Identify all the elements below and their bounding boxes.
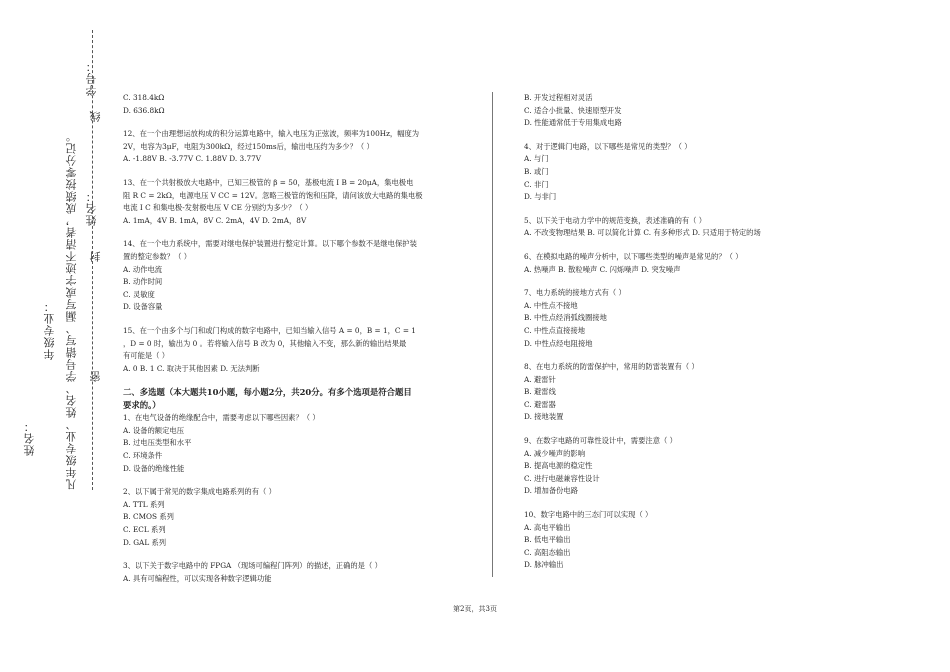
text-line: D. 脉冲输出 — [524, 560, 564, 570]
spacer — [123, 227, 483, 238]
text-line: 3、以下关于数字电路中的 FPGA （现场可编程门阵列）的描述，正确的是（ ） — [123, 561, 382, 571]
seal-mark-seal: 封 — [89, 250, 102, 262]
section-title-cont: 要求的。） — [123, 400, 161, 411]
spacer — [123, 475, 483, 486]
text-line: A. 与门 — [524, 154, 549, 164]
text-line: C. 318.4kΩ — [123, 93, 165, 102]
text-line: C. 环境条件 — [123, 451, 163, 461]
text-line: 电流 I C 和集电极-发射极电压 V CE 分别约为多少？（ ） — [123, 203, 313, 213]
text-line: D. 性能通常低于专用集成电路 — [524, 118, 622, 128]
text-line: 15、在一个由多个与门和或门构成的数字电路中，已知当输入信号 A = 0，B = 1，C = 1 — [123, 325, 416, 335]
spacer — [524, 276, 904, 287]
text-line: B. 避雷线 — [524, 387, 556, 397]
text-line: C. 灵敏度 — [123, 289, 155, 299]
text-line: ，D = 0 时，输出为 0 。若将输入信号 B 改为 0，其他输入不变，那么新的输出结果最 — [123, 338, 407, 348]
text-line: A. 1mA，4V B. 1mA，8V C. 2mA，4V D. 2mA，8V — [123, 215, 307, 225]
text-line: C. 中性点直接接地 — [524, 325, 586, 335]
school-label: 姓名： — [23, 420, 36, 456]
left-column — [123, 92, 483, 585]
text-line: 14、在一个电力系统中，需要对继电保护装置进行整定计算。以下哪个参数不是继电保护装 — [123, 239, 417, 249]
text-line: C. 适合小批量、快速原型开发 — [524, 105, 622, 115]
text-line: D. 接地装置 — [524, 412, 564, 422]
text-line: 4、对于逻辑门电路，以下哪些是常见的类型？（ ） — [524, 141, 692, 151]
text-line: 13、在一个共射极放大电路中，已知三极管的 β = 50，基极电流 I B = 20μA，集电极电 — [123, 177, 414, 187]
text-line: D. 增加备份电路 — [524, 486, 579, 496]
text-line: B. 中性点经消弧线圈接地 — [524, 313, 607, 323]
text-line: A. 热噪声 B. 散粒噪声 C. 闪烁噪声 D. 突发噪声 — [524, 264, 681, 274]
text-line: 9、在数字电路的可靠性设计中，需要注意（ ） — [524, 436, 677, 446]
text-line: 2V，电容为3μF，电阻为300kΩ，经过150ms后，输出电压约为多少？（ ） — [123, 141, 374, 151]
text-line: D. 与非门 — [524, 192, 557, 202]
text-line: 12、在一个由理想运放构成的积分运算电路中，输入电压为正弦波，频率为100Hz，幅度为 — [123, 129, 420, 139]
class-label: 年级专业： — [43, 300, 56, 360]
text-line: A. 高电平输出 — [524, 522, 571, 532]
text-line: 10、数字电路中的三态门可以实现（ ） — [524, 510, 653, 520]
text-line: A. 避雷针 — [524, 374, 556, 384]
spacer — [524, 204, 904, 215]
text-line: B. 或门 — [524, 166, 549, 176]
text-line: 6、在模拟电路的噪声分析中，以下哪些类型的噪声是常见的？（ ） — [524, 251, 743, 261]
text-line: B. 开发过程相对灵活 — [524, 93, 593, 102]
text-line: C. 进行电磁兼容性设计 — [524, 473, 600, 483]
text-line: B. CMOS 系列 — [123, 512, 174, 522]
text-line: A. 0 B. 1 C. 取决于其他因素 D. 无法判断 — [123, 363, 260, 373]
right-column — [524, 92, 904, 572]
spacer — [123, 375, 483, 386]
text-line: A. TTL 系列 — [123, 499, 165, 509]
text-line: C. 避雷器 — [524, 399, 556, 409]
text-line: 阻 R C = 2kΩ，电源电压 V CC = 12V。忽略三极管的饱和压降，请问该放大电路的集电极 — [123, 190, 423, 200]
seal-mark-secret: 密 — [89, 370, 102, 382]
text-line: D. 636.8kΩ — [123, 105, 165, 115]
text-line: A. 具有可编程性，可以实现各种数字逻辑功能 — [123, 573, 272, 583]
spacer — [524, 130, 904, 141]
binding-margin — [23, 0, 110, 672]
text-line: B. 提高电源的稳定性 — [524, 461, 593, 471]
binding-dashed-line — [92, 30, 93, 490]
text-line: B. 过电压类型和水平 — [123, 438, 192, 448]
text-line: C. 高阻态输出 — [524, 547, 571, 557]
text-line: D. 设备的绝缘性能 — [123, 463, 185, 473]
column-divider — [492, 92, 493, 577]
text-line: B. 低电平输出 — [524, 535, 571, 545]
text-line: A. 中性点不接地 — [524, 300, 578, 310]
text-line: A. -1.88V B. -3.77V C. 1.88V D. 3.77V — [123, 154, 262, 164]
text-line: 有可能是（ ） — [123, 351, 170, 361]
text-line: 1、在电气设备的绝缘配合中，需要考虑以下哪些因素？（ ） — [123, 413, 320, 423]
text-line: C. ECL 系列 — [123, 525, 166, 535]
text-line: 2、以下属于常见的数字集成电路系列的有（ ） — [123, 487, 276, 497]
text-line: 5、以下关于电动力学中的规范变换，表述准确的有（ ） — [524, 215, 707, 225]
text-line: B. 动作时间 — [123, 277, 163, 287]
spacer — [524, 240, 904, 251]
name-label: 姓名： — [85, 190, 98, 226]
spacer — [123, 549, 483, 560]
text-line: C. 非门 — [524, 179, 549, 189]
text-line: A. 设备的额定电压 — [123, 425, 184, 435]
text-line: D. 中性点经电阻接地 — [524, 338, 593, 348]
binding-notice: 凡年级专业、姓名、学号错写、漏写或字迹不清者，成绩按零分记。 — [65, 130, 78, 490]
student-id-label: 学号： — [85, 60, 98, 96]
spacer — [123, 314, 483, 325]
text-line: D. 设备容量 — [123, 302, 163, 312]
spacer — [524, 424, 904, 435]
spacer — [123, 117, 483, 128]
section-title: 二、多选题（本大题共10小题，每小题2分，共20分。有多个选项是符合题目 — [123, 387, 412, 398]
text-line: 置的整定参数？（ ） — [123, 251, 191, 261]
spacer — [524, 498, 904, 509]
spacer — [524, 350, 904, 361]
text-line: A. 减少噪声的影响 — [524, 448, 585, 458]
text-line: A. 动作电流 — [123, 264, 163, 274]
text-line: D. GAL 系列 — [123, 537, 167, 547]
seal-mark-line: 线 — [89, 110, 102, 122]
text-line: 7、电力系统的接地方式有（ ） — [524, 288, 626, 298]
text-line: 8、在电力系统的防雷保护中，常用的防雷装置有（ ） — [524, 362, 699, 372]
text-line: A. 不改变物理结果 B. 可以简化计算 C. 有多种形式 D. 只适用于特定的场 — [524, 228, 761, 238]
page-footer: 第2页，共3页 — [453, 605, 497, 613]
spacer — [123, 166, 483, 177]
